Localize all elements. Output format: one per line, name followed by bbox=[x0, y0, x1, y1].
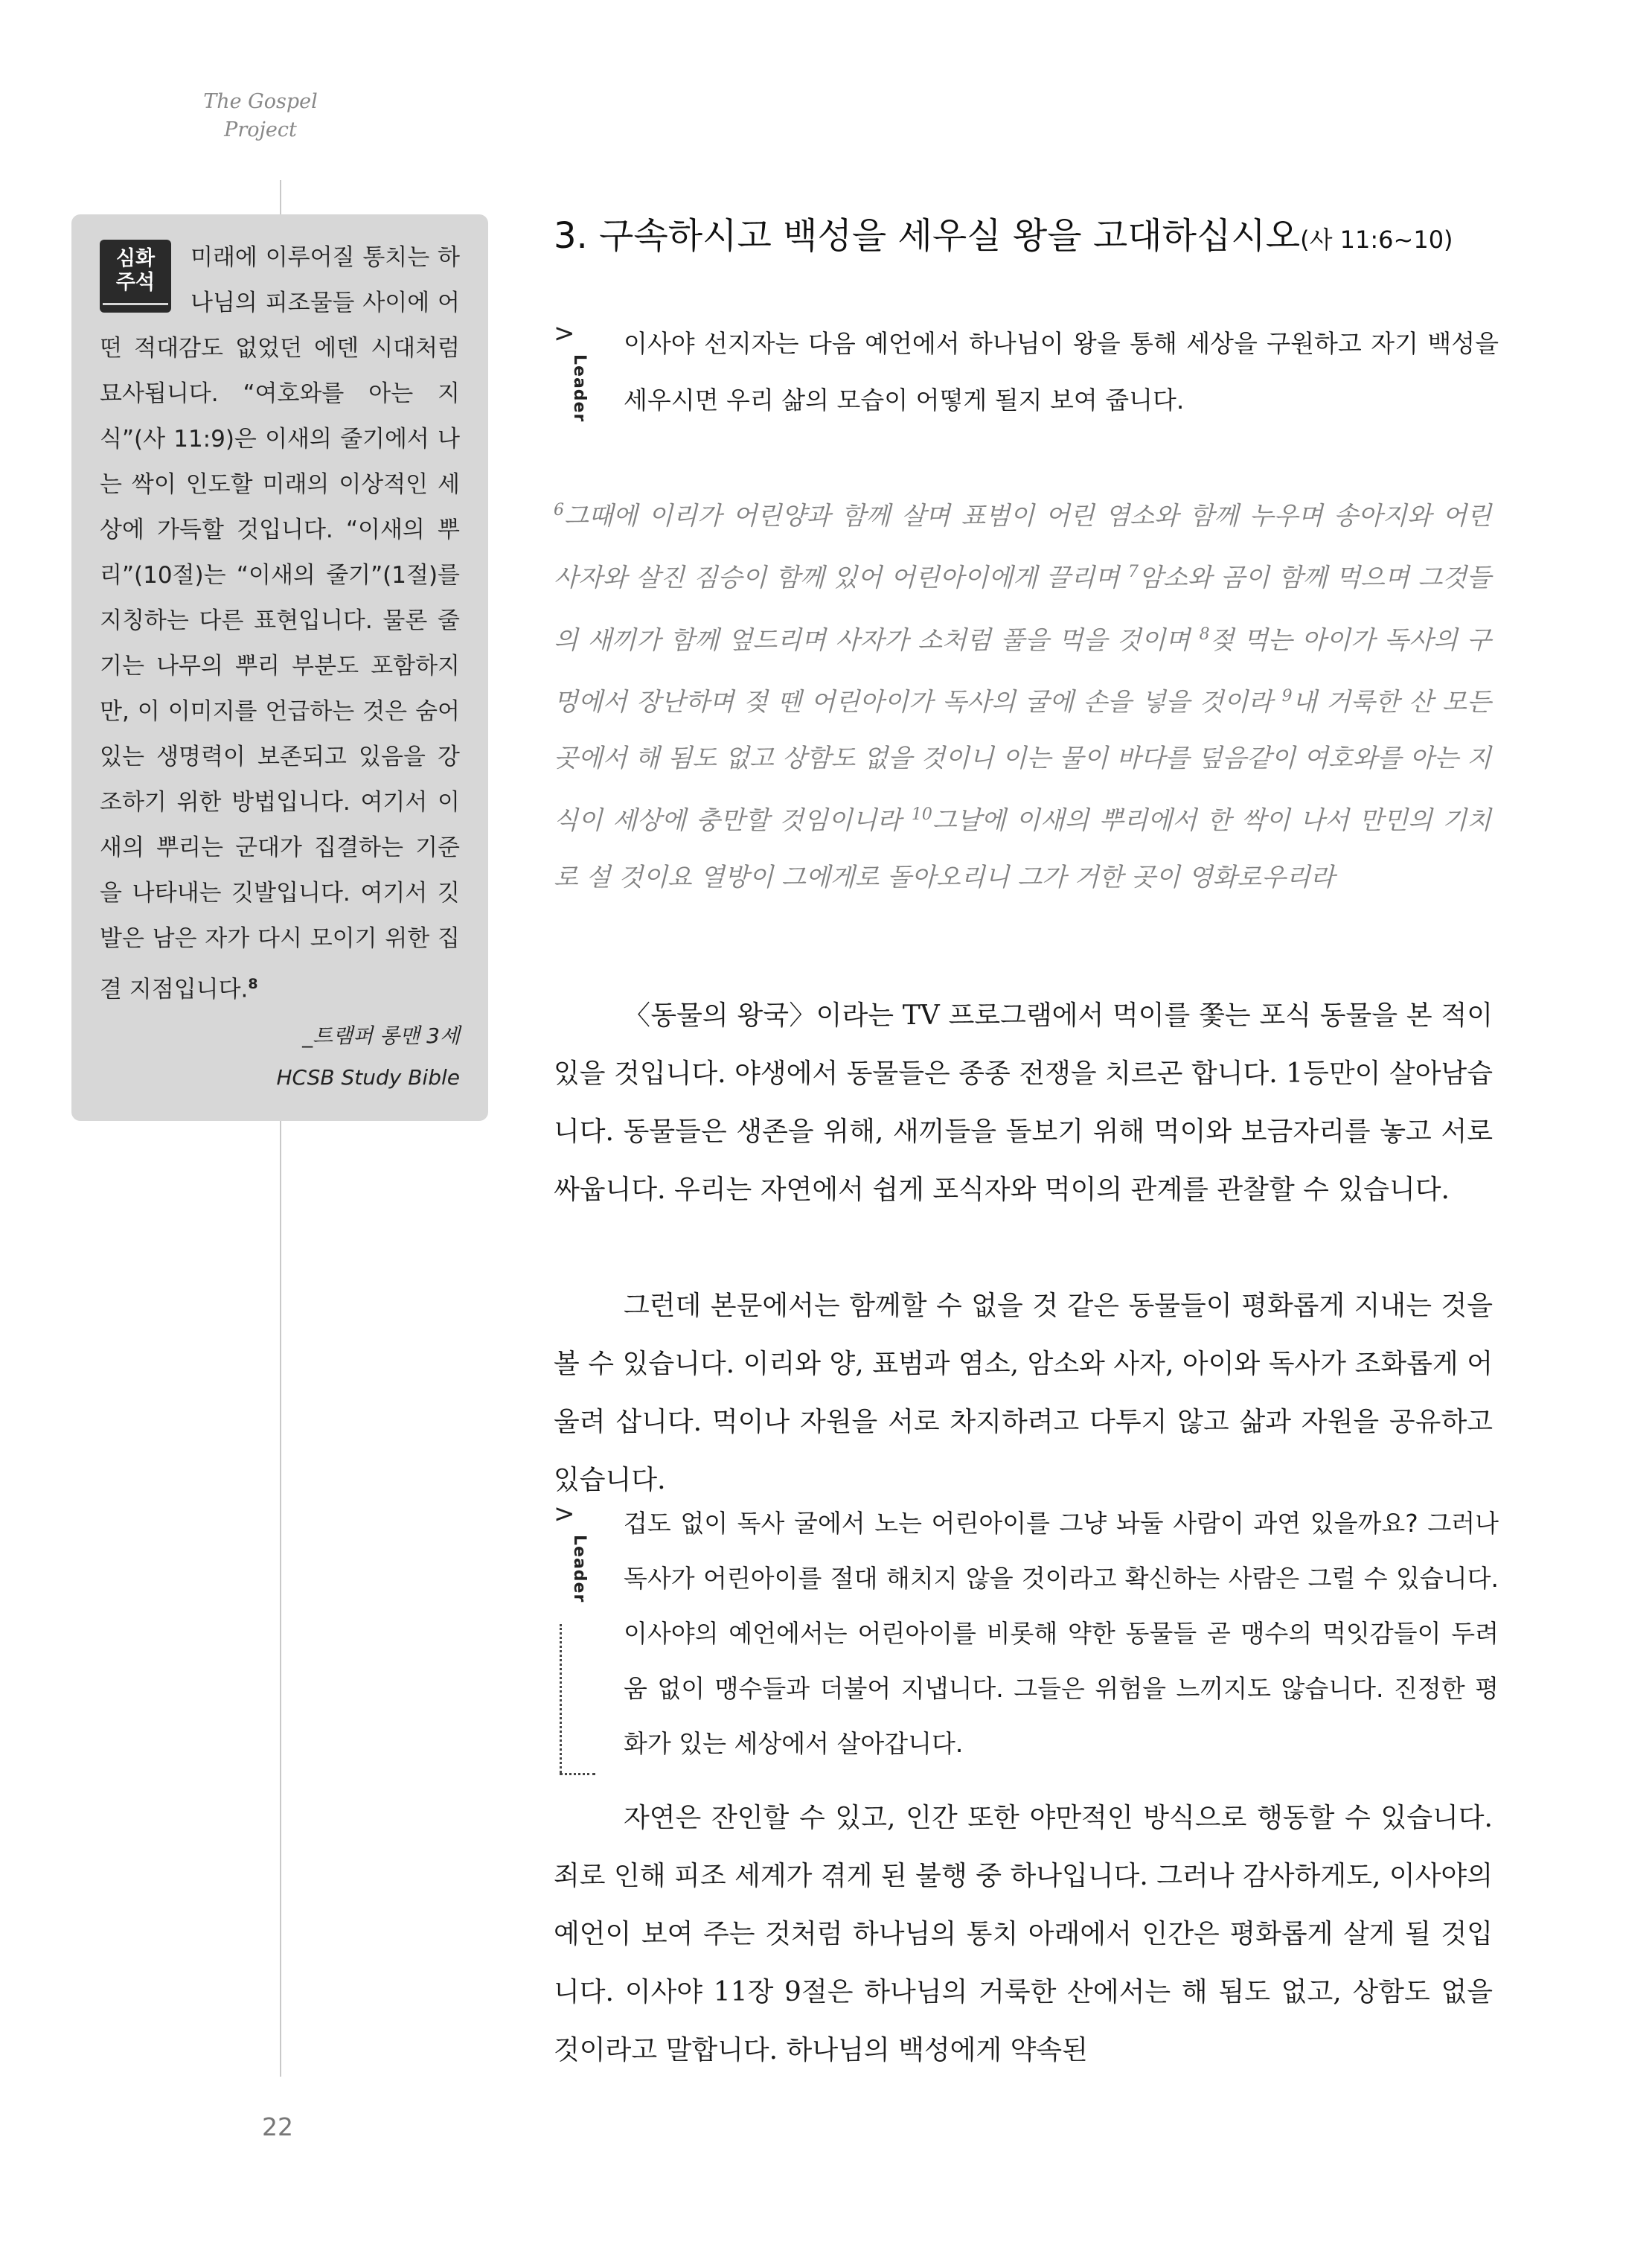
verse-number: 10 bbox=[911, 805, 932, 825]
leader-note-2 bbox=[554, 1496, 1499, 1771]
body-paragraph-3: 자연은 잔인할 수 있고, 인간 또한 야만적인 방식으로 행동할 수 있습니다. 죄로 인해 피조 세계가 겪게 된 불행 중 하나입니다. 그러나 감사하게도, 이사야의 예언이 보여 주는 것처럼 하나님의 통치 아래에서 인간은 평화롭게 살게 될 것입니다. 이사야 11장 9절은 하나님의 거룩한 산에서는 해 됨도 없고, 상함도 없을 것이라고 말합니다. 하나님의 백성에게 약속된 bbox=[554, 1803, 1493, 2065]
brand-line-2: Project bbox=[224, 118, 297, 141]
verse-text: 그날에 이새의 뿌리에서 한 싹이 나서 만민의 기치로 설 것이요 열방이 그에게로 돌아오리니 그가 거한 곳이 영화로우리라 bbox=[554, 805, 1491, 892]
chevron-right-icon: > bbox=[554, 1499, 575, 1529]
verse-number: 8 bbox=[1199, 624, 1210, 644]
section-title-text: 3. 구속하시고 백성을 세우실 왕을 고대하십시오 bbox=[554, 215, 1301, 257]
leader-text: 이사야 선지자는 다음 예언에서 하나님이 왕을 통해 세상을 구원하고 자기 백성을 세우시면 우리 삶의 모습이 어떻게 될지 보여 줍니다. bbox=[624, 329, 1499, 415]
page-number: 22 bbox=[262, 2112, 293, 2141]
section-title bbox=[554, 210, 1521, 266]
section-reference: (사 11:6~10) bbox=[1300, 226, 1453, 254]
leader-note-1 bbox=[554, 316, 1499, 429]
verse-text: 그때에 이리가 어린양과 함께 살며 표범이 어린 염소와 함께 누우며 송아지와 어린 사자와 살진 짐승이 함께 있어 어린아이에게 끌리며 bbox=[554, 501, 1491, 593]
brand-mark bbox=[164, 88, 357, 144]
badge-line-1: 심화 bbox=[115, 247, 156, 270]
leader-tag: Leader bbox=[570, 1535, 589, 1603]
leader-tag: Leader bbox=[570, 354, 589, 423]
verse-text: 암소와 곰이 함께 먹으며 그것들의 새끼가 함께 엎드리며 사자가 소처럼 풀을 먹을 것이며 bbox=[554, 563, 1491, 655]
commentary-sidebar bbox=[71, 214, 488, 1121]
footnote-mark: 8 bbox=[248, 976, 258, 992]
commentary-signature bbox=[100, 1015, 460, 1099]
divider-line-bottom bbox=[280, 1116, 281, 2077]
brand-line-1: The Gospel bbox=[203, 90, 318, 113]
verse-number: 6 bbox=[554, 501, 564, 520]
badge-line-2: 주석 bbox=[115, 271, 156, 294]
divider-line-top bbox=[280, 180, 281, 216]
body-paragraph-1: 〈동물의 왕국〉이라는 TV 프로그램에서 먹이를 쫓는 포식 동물을 본 적이 있을 것입니다. 야생에서 동물들은 종종 전쟁을 치르곤 합니다. 1등만이 살아남습니다. 동물들은 생존을 위해, 새끼들을 돌보기 위해 먹이와 보금자리를 놓고 서로 싸웁니다. 우리는 자연에서 쉽게 포식자와 먹이의 관계를 관찰할 수 있습니다. bbox=[554, 1000, 1493, 1205]
body-paragraph-2: 그런데 본문에서는 함께할 수 없을 것 같은 동물들이 평화롭게 지내는 것을 볼 수 있습니다. 이리와 양, 표범과 염소, 암소와 사자, 아이와 독사가 조화롭게 어울려 삽니다. 먹이나 자원을 서로 차지하려고 다투지 않고 삶과 자원을 공유하고 있습니다. bbox=[554, 1291, 1493, 1495]
verse-text: 내 거룩한 산 모든 곳에서 해 됨도 없고 상함도 없을 것이니 이는 물이 바다를 덮음같이 여호와를 아는 지식이 세상에 충만할 것임이니라 bbox=[554, 687, 1491, 836]
scripture-passage bbox=[554, 482, 1491, 906]
leader-text: 겁도 없이 독사 굴에서 노는 어린아이를 그냥 놔둘 사람이 과연 있을까요? 그러나 독사가 어린아이를 절대 해치지 않을 것이라고 확신하는 사람은 그럴 수 있습니다. 이사야의 예언에서는 어린아이를 비롯해 약한 동물들 곧 맹수의 먹잇감들이 두려움 없이 맹수들과 더불어 지냅니다. 그들은 위험을 느끼지도 않습니다. 진정한 평화가 있는 세상에서 살아갑니다. bbox=[624, 1509, 1499, 1758]
verse-number: 7 bbox=[1128, 563, 1139, 582]
chevron-right-icon: > bbox=[554, 319, 575, 348]
dotted-rule bbox=[560, 1624, 562, 1773]
dotted-rule-end bbox=[560, 1773, 595, 1775]
verse-number: 9 bbox=[1281, 686, 1293, 706]
verse-text: 젖 먹는 아이가 독사의 구멍에서 장난하며 젖 뗀 어린아이가 독사의 굴에 손을 넣을 것이라 bbox=[554, 624, 1492, 718]
commentary-badge-icon bbox=[100, 240, 171, 313]
signature-source: HCSB Study Bible bbox=[276, 1065, 460, 1090]
commentary-text bbox=[100, 235, 460, 1012]
commentary-body: 미래에 이루어질 통치는 하나님의 피조물들 사이에 어떤 적대감도 없었던 에덴 시대처럼 묘사됩니다. “여호와를 아는 지식”(사 11:9)은 이새의 줄기에서 나는 싹이 인도할 미래의 이상적인 세상에 가득할 것입니다. “이새의 뿌리”(10절)는 “이새의 줄기”(1절)를 지칭하는 다른 표현입니다. 물론 줄기는 나무의 뿌리 부분도 포함하지만, 이 이미지를 언급하는 것은 숨어 있는 생명력이 보존되고 있음을 강조하기 위한 방법입니다. 여기서 이새의 뿌리는 군대가 집결하는 기준을 나타내는 깃발입니다. 여기서 깃발은 남은 자가 다시 모이기 위한 집결 지점입니다. bbox=[100, 244, 460, 1003]
signature-author: _트램퍼 롱맨 3세 bbox=[302, 1023, 460, 1049]
